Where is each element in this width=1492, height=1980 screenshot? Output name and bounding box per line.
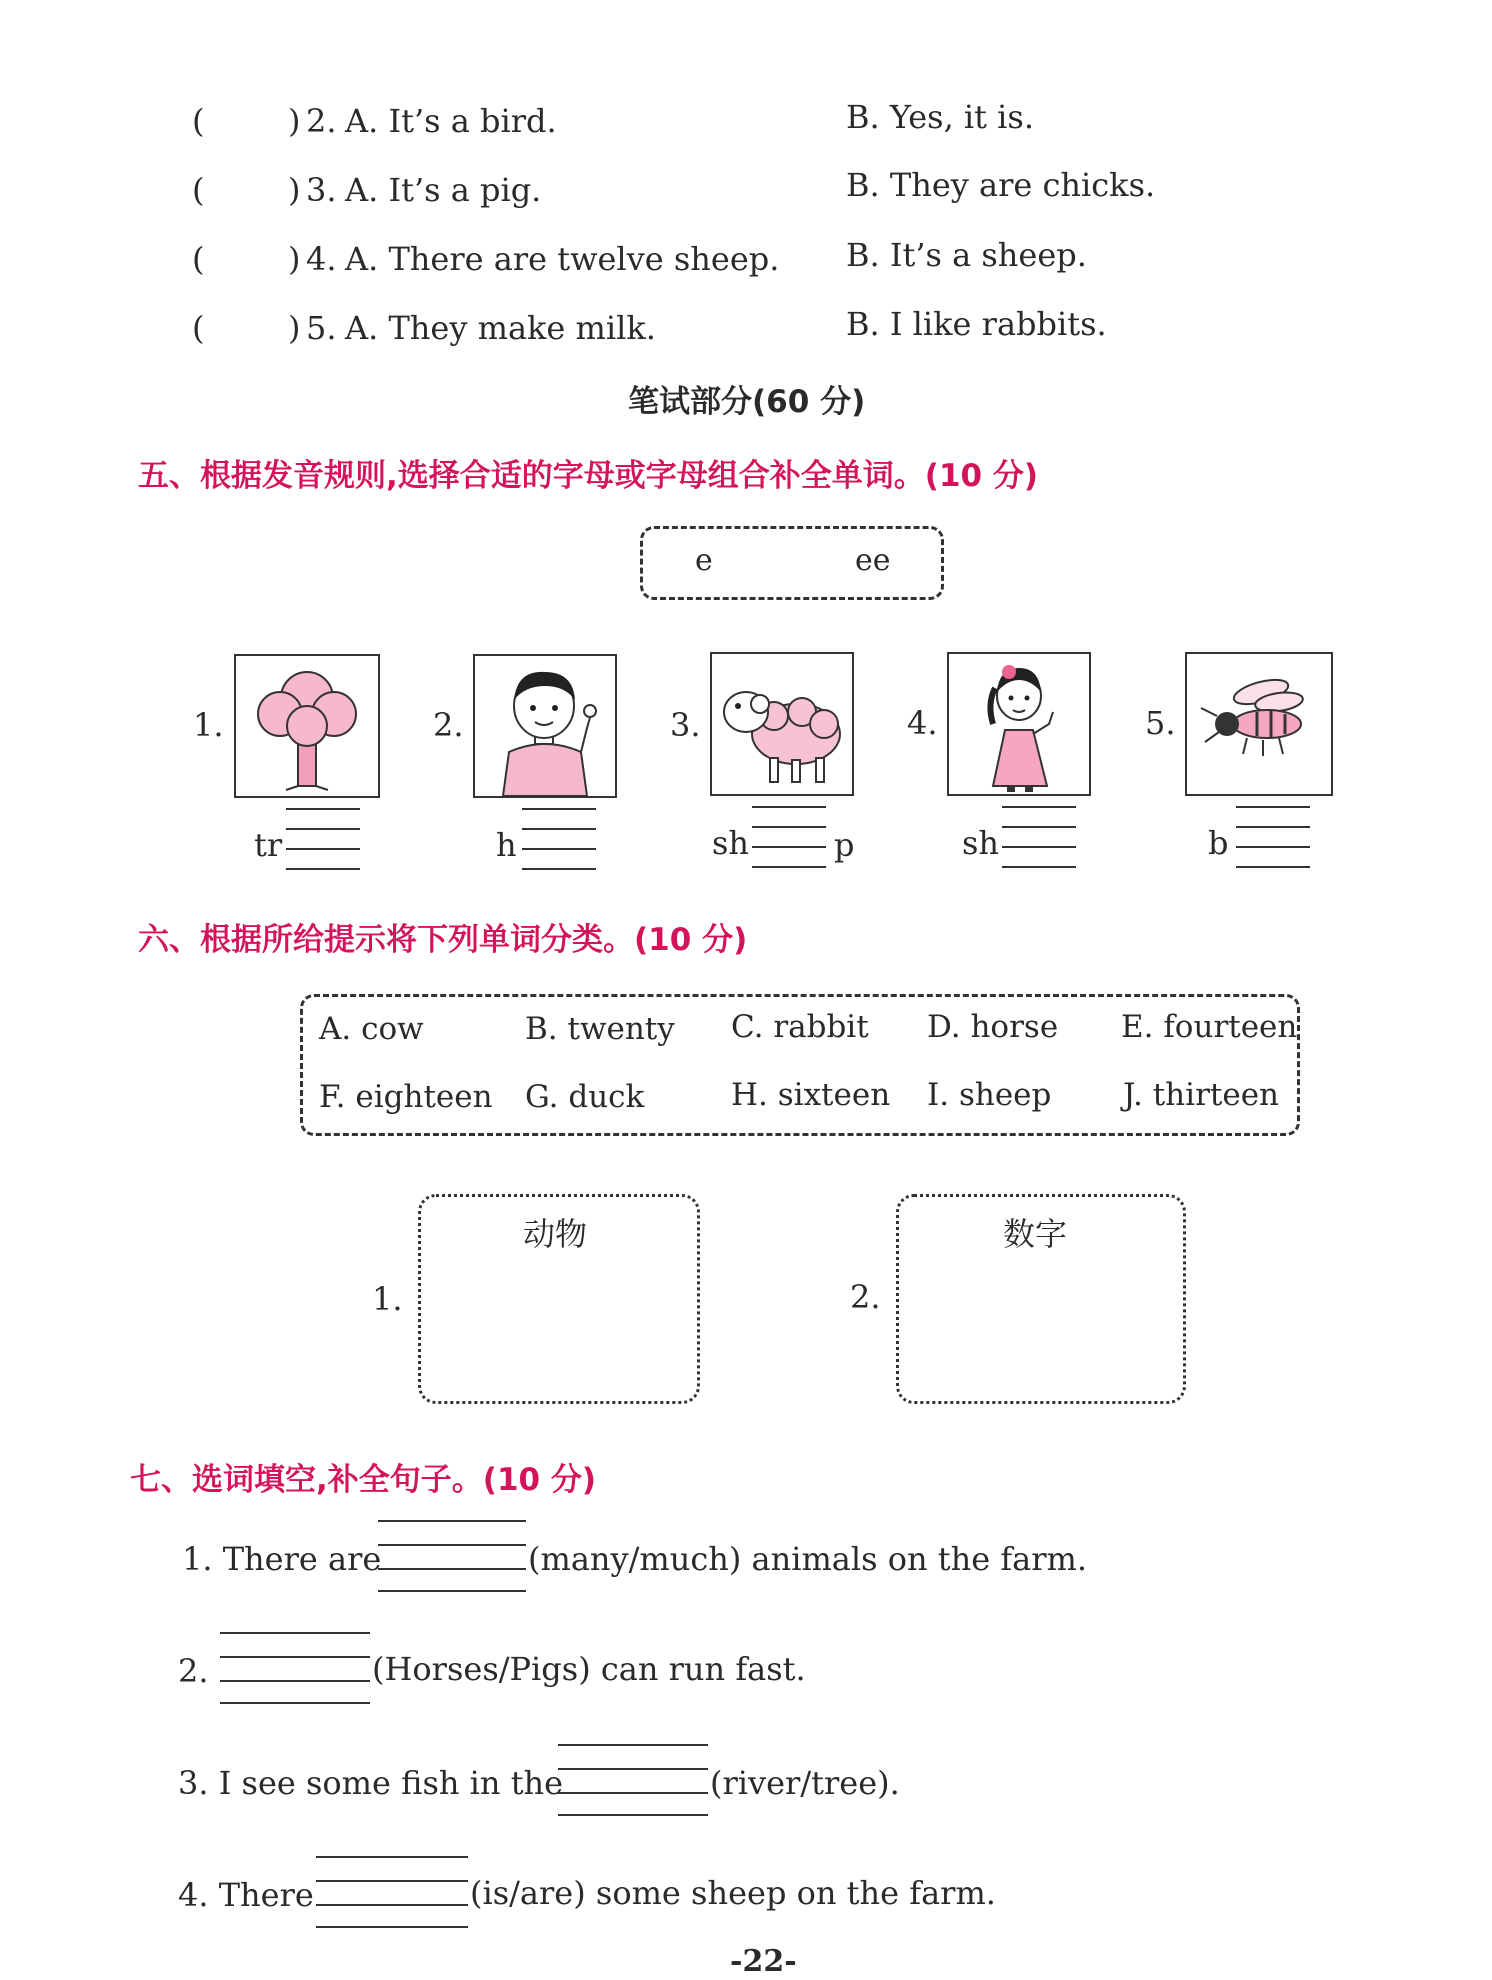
option-a: A. It’s a pig. <box>345 171 542 209</box>
option-ee: ee <box>855 543 891 578</box>
sentence-start: 2. <box>178 1652 209 1690</box>
fill-blank[interactable] <box>378 1520 526 1590</box>
fill-blank[interactable] <box>316 1856 468 1926</box>
question-number: 4. <box>306 240 337 278</box>
word-suffix: p <box>834 826 855 864</box>
option-a: A. It’s a bird. <box>345 102 557 140</box>
item-number: 3. <box>670 706 701 744</box>
item-number: 5. <box>1145 704 1176 742</box>
numbers-box[interactable] <box>896 1194 1186 1404</box>
answer-paren-open: ( <box>192 171 205 209</box>
word-bank-item: G. duck <box>525 1079 645 1115</box>
bee-icon <box>1187 654 1331 794</box>
word-bank-item: F. eighteen <box>319 1079 493 1115</box>
answer-blank[interactable] <box>1002 806 1076 868</box>
bee-picture <box>1185 652 1333 796</box>
word-bank-item: D. horse <box>927 1009 1059 1045</box>
word-bank-item: A. cow <box>319 1011 424 1047</box>
answer-paren-close: ) <box>288 309 301 347</box>
word-prefix: h <box>496 826 517 864</box>
sheep-picture <box>710 652 854 796</box>
word-bank-box <box>300 994 1300 1136</box>
sentence-end: (Horses/Pigs) can run fast. <box>372 1650 806 1688</box>
letter-options-box <box>640 526 944 600</box>
tree-icon <box>236 656 378 796</box>
sentence-end: (many/much) animals on the farm. <box>528 1540 1088 1578</box>
animals-box[interactable] <box>418 1194 700 1404</box>
word-bank-item: C. rabbit <box>731 1009 869 1045</box>
boy-picture <box>473 654 617 798</box>
box-number: 2. <box>850 1278 881 1316</box>
option-b: B. Yes, it is. <box>846 98 1034 136</box>
box-label: 数字 <box>1003 1215 1068 1253</box>
word-bank-item: B. twenty <box>525 1011 675 1047</box>
option-b: B. They are chicks. <box>846 166 1156 204</box>
answer-paren-open: ( <box>192 240 205 278</box>
sentence-end: (is/are) some sheep on the farm. <box>470 1874 996 1912</box>
sentence-start: 1. There are <box>182 1540 382 1578</box>
boy-icon <box>475 656 615 796</box>
section7-title: 七、选词填空,补全句子。(10 分) <box>130 1462 597 1498</box>
sentence-end: (river/tree). <box>710 1764 900 1802</box>
word-prefix: tr <box>254 826 283 864</box>
section6-title: 六、根据所给提示将下列单词分类。(10 分) <box>138 922 748 958</box>
answer-blank[interactable] <box>1236 806 1310 868</box>
word-prefix: sh <box>712 824 750 862</box>
answer-paren-open: ( <box>192 309 205 347</box>
word-prefix: sh <box>962 824 1000 862</box>
page-number: -22- <box>730 1944 797 1979</box>
option-b: B. It’s a sheep. <box>846 236 1087 274</box>
answer-paren-open: ( <box>192 102 205 140</box>
answer-blank[interactable] <box>752 806 826 868</box>
fill-blank[interactable] <box>558 1744 708 1814</box>
box-number: 1. <box>372 1280 403 1318</box>
question-number: 5. <box>306 309 337 347</box>
fill-blank[interactable] <box>220 1632 370 1702</box>
girl-picture <box>947 652 1091 796</box>
word-prefix: b <box>1208 824 1229 862</box>
answer-blank[interactable] <box>522 808 596 870</box>
option-b: B. I like rabbits. <box>846 305 1107 343</box>
answer-paren-close: ) <box>288 240 301 278</box>
option-e: e <box>695 543 713 578</box>
item-number: 1. <box>193 706 224 744</box>
sentence-start: 4. There <box>178 1876 314 1914</box>
sentence-start: 3. I see some fish in the <box>178 1764 564 1802</box>
written-part-title: 笔试部分(60 分) <box>628 384 866 420</box>
answer-blank[interactable] <box>286 808 360 870</box>
answer-paren-close: ) <box>288 171 301 209</box>
word-bank-item: J. thirteen <box>1123 1077 1279 1113</box>
word-bank-item: E. fourteen <box>1121 1009 1298 1045</box>
option-a: A. They make milk. <box>345 309 656 347</box>
word-bank-item: H. sixteen <box>731 1077 891 1113</box>
word-bank-item: I. sheep <box>927 1077 1052 1113</box>
option-a: A. There are twelve sheep. <box>345 240 780 278</box>
item-number: 2. <box>433 706 464 744</box>
question-number: 2. <box>306 102 337 140</box>
box-label: 动物 <box>523 1215 588 1253</box>
girl-icon <box>949 654 1089 794</box>
question-number: 3. <box>306 171 337 209</box>
item-number: 4. <box>907 704 938 742</box>
sheep-icon <box>712 654 852 794</box>
section5-title: 五、根据发音规则,选择合适的字母或字母组合补全单词。(10 分) <box>138 458 1039 494</box>
tree-picture <box>234 654 380 798</box>
answer-paren-close: ) <box>288 102 301 140</box>
